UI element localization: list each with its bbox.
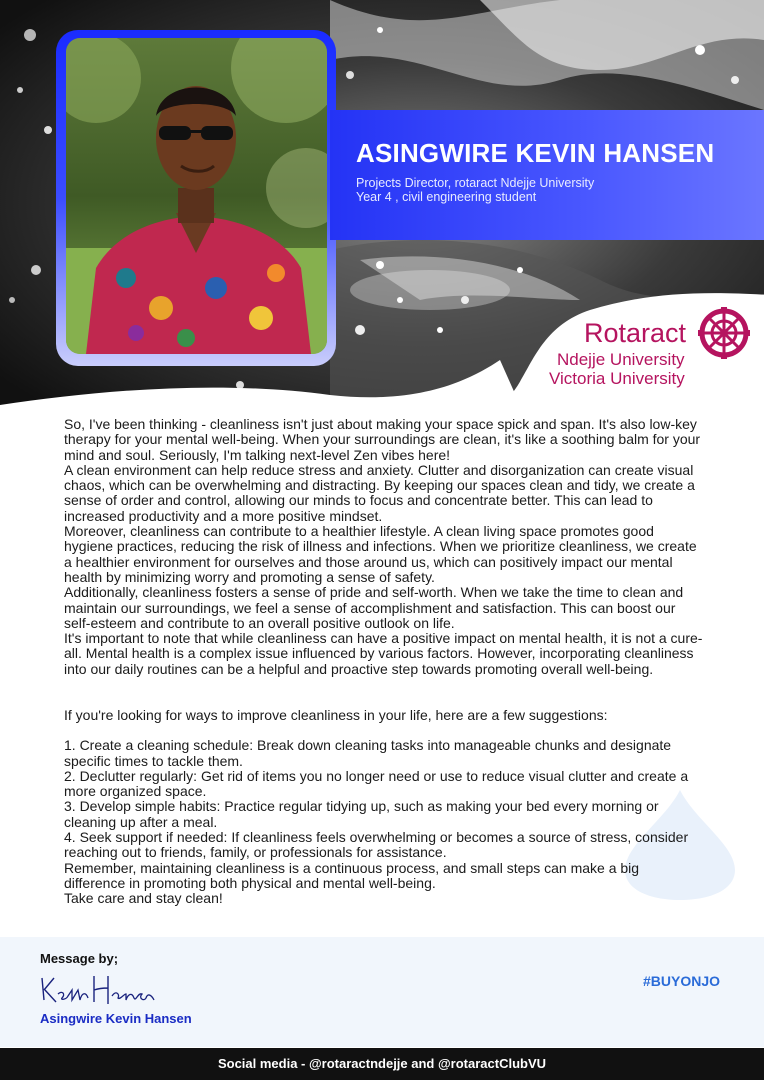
logo-line-ndejje: Ndejje University: [557, 350, 685, 369]
role-line-2: Year 4 , civil engineering student: [356, 190, 537, 204]
role-line-1: Projects Director, rotaract Ndejje University: [356, 176, 595, 190]
signer-name: Asingwire Kevin Hansen: [40, 1011, 192, 1026]
banner-shape: [330, 110, 764, 240]
logo-line-victoria: Victoria University: [549, 369, 685, 388]
rotaract-logo-text: Rotaract: [584, 318, 687, 348]
article-body: So, I've been thinking - cleanliness isn't just about making your space spick and span. It's also low-key therapy for your mental well-being. When your surroundings are clean, it's like a soothing balm for your mind and soul. Seriously, I'm talking next-level Zen vibes here! A clean environment can help reduce stress and anxiety. Clutter and disorganization can create visual chaos, which can be overwhelming and distracting. By keeping our spaces clean and tidy, we create a sense of order and control, allowing our minds to focus and concentrate better. This can lead to increased productivity and a more positive mindset. Moreover, cleanliness can contribute to a healthier lifestyle. A clean living space promotes good hygiene practices, reducing the risk of illness and infections. When we prioritize cleanliness, we create a healthier environment for ourselves and those around us, which can positively impact our mental health by minimizing worry and promoting a sense of safety. Additionally, cleanliness fosters a sense of pride and self-worth. When we take the time to clean and maintain our surroundings, we feel a sense of accomplishment and satisfaction. This can boost our self-esteem and contribute to an overall positive outlook on life. It's important to note that while cleanliness can have a positive impact on mental health, it is not a cure-all. Mental health is a complex issue influenced by various factors. However, incorporating cleanliness into our daily routines can be a helpful and proactive step towards promoting overall well-being. If you're looking for ways to improve cleanliness in your life, here are a few suggestions: 1. Create a cleaning schedule: Break down cleaning tasks into manageable chunks and designate specific times to tackle them. 2. Declutter regularly: Get rid of items you no longer need or use to reduce visual clutter and create a more organized space. 3. Develop simple habits: Practice regular tidying up, such as making your bed every morning or cleaning up after a meal. 4. Seek support if needed: If cleanliness feels overwhelming or becomes a source of stress, consider reaching out to friends, family, or professionals for assistance. Remember, maintaining cleanliness is a continuous process, and small steps can make a big difference in promoting both physical and mental well-being. Take care and stay clean!: [64, 416, 703, 907]
person-name: ASINGWIRE KEVIN HANSEN: [356, 138, 715, 168]
person-role: [356, 176, 594, 204]
message-by-label: Message by;: [40, 951, 119, 966]
social-media-handles: Social media - @rotaractndejje and @rotaractClubVU: [217, 1056, 547, 1071]
hashtag: #BUYONJO: [643, 973, 721, 989]
rotary-wheel-icon: [698, 307, 750, 359]
handwritten-signature: [38, 972, 158, 1010]
profile-photo: [66, 38, 327, 354]
